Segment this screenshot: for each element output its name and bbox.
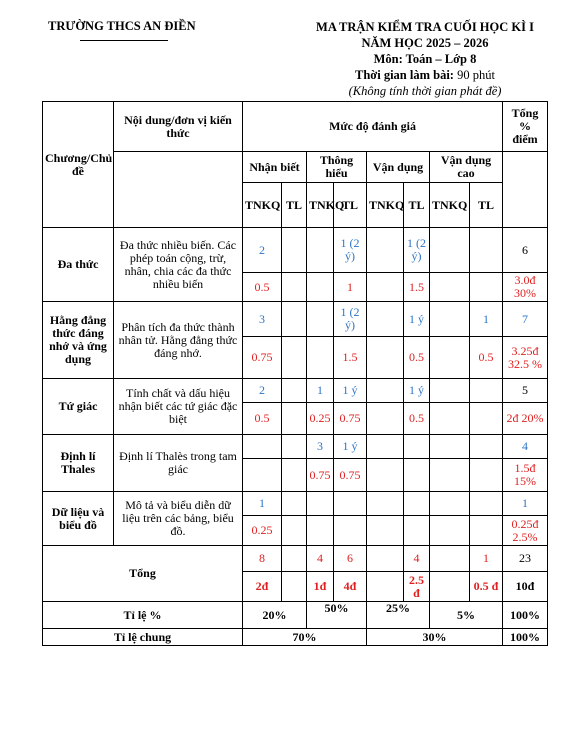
cell-total-count: 6 — [503, 228, 548, 273]
row-chapter: Dữ liệu và biểu đồ — [43, 492, 114, 546]
cell-score: 0.75 — [334, 403, 367, 435]
header-level: Mức độ đánh giá — [243, 102, 503, 152]
cell-score — [470, 273, 503, 302]
cell-count — [367, 302, 404, 337]
ratio-vdc: 5% — [430, 602, 503, 629]
row-content: Đa thức nhiều biến. Các phép toán cộng, trừ, nhân, chia các đa thức nhiều biến — [114, 228, 243, 302]
row-chapter: Đa thức — [43, 228, 114, 302]
cell-score — [282, 403, 307, 435]
cell-score — [430, 337, 470, 379]
cell-count: 1 (2 ý) — [334, 302, 367, 337]
header-level-1: Nhận biết — [243, 152, 307, 183]
cell-count — [404, 435, 430, 459]
ratio-th: 50% — [307, 602, 367, 629]
school-name: TRƯỜNG THCS AN ĐIỀN — [48, 19, 196, 33]
sub-tnkq: TNKQ — [307, 183, 334, 228]
header-total: Tổng % điểm — [503, 102, 548, 152]
total-count: 4 — [307, 546, 334, 572]
cell-count — [367, 228, 404, 273]
cell-count: 2 — [243, 228, 282, 273]
cell-count — [367, 492, 404, 516]
cell-score — [470, 459, 503, 492]
sub-tnkq: TNKQ — [243, 183, 282, 228]
cell-count — [282, 492, 307, 516]
total-count: 8 — [243, 546, 282, 572]
total-count: 1 — [470, 546, 503, 572]
cell-total-score: 2đ 20% — [503, 403, 548, 435]
row-content: Phân tích đa thức thành nhân tử. Hằng đẳng thức đáng nhớ. — [114, 302, 243, 379]
assessment-matrix — [42, 101, 548, 646]
cell-score — [470, 516, 503, 546]
common-b: 30% — [367, 629, 503, 646]
cell-score: 0.5 — [243, 273, 282, 302]
cell-score — [307, 516, 334, 546]
cell-count — [470, 435, 503, 459]
cell-total-count: 1 — [503, 492, 548, 516]
cell-total-count: 4 — [503, 435, 548, 459]
cell-score: 0.75 — [307, 459, 334, 492]
empty-cell — [367, 572, 404, 602]
cell-count — [334, 492, 367, 516]
cell-score — [404, 459, 430, 492]
table-row — [43, 228, 548, 273]
header-total-blank — [503, 152, 548, 228]
header-content: Nội dung/đơn vị kiến thức — [114, 102, 243, 152]
cell-count — [307, 492, 334, 516]
cell-score: 1.5 — [404, 273, 430, 302]
cell-score: 0.75 — [243, 337, 282, 379]
total-score: 2.5 đ — [404, 572, 430, 602]
total-label: Tổng — [43, 546, 243, 602]
doc-title-2: NĂM HỌC 2025 – 2026 — [361, 36, 489, 50]
time-note: (Không tính thời gian phát đề) — [348, 84, 502, 98]
cell-total-count: 5 — [503, 379, 548, 403]
cell-count — [430, 435, 470, 459]
header-content-blank — [114, 152, 243, 228]
table-row — [43, 379, 548, 403]
cell-count — [470, 492, 503, 516]
total-score: 1đ — [307, 572, 334, 602]
total-count-row — [43, 546, 548, 572]
doc-header — [300, 19, 550, 99]
cell-count — [470, 228, 503, 273]
cell-count — [282, 379, 307, 403]
cell-total-score: 3.0đ 30% — [503, 273, 548, 302]
table-row — [43, 492, 548, 516]
doc-title-1: MA TRẬN KIỂM TRA CUỐI HỌC KÌ I — [316, 20, 534, 34]
cell-score — [430, 403, 470, 435]
empty-cell — [430, 572, 470, 602]
cell-total-score: 0.25đ 2.5% — [503, 516, 548, 546]
cell-score — [367, 273, 404, 302]
cell-count — [430, 492, 470, 516]
cell-score — [430, 273, 470, 302]
sub-tnkq: TNKQ — [367, 183, 404, 228]
table-row — [43, 302, 548, 337]
cell-count: 1 ý — [404, 302, 430, 337]
cell-score: 0.25 — [243, 516, 282, 546]
time-label: Thời gian làm bài: — [355, 68, 454, 82]
sub-tl: TL — [334, 183, 367, 228]
ratio-total: 100% — [503, 602, 548, 629]
cell-score — [367, 459, 404, 492]
row-chapter: Tứ giác — [43, 379, 114, 435]
grand-total-count: 23 — [503, 546, 548, 572]
school-underline — [80, 40, 168, 41]
cell-count: 1 — [470, 302, 503, 337]
cell-score — [367, 403, 404, 435]
cell-total-count: 7 — [503, 302, 548, 337]
cell-score: 0.5 — [470, 337, 503, 379]
cell-count — [282, 435, 307, 459]
cell-count — [430, 228, 470, 273]
cell-count: 1 (2 ý) — [334, 228, 367, 273]
subject-line: Môn: Toán – Lớp 8 — [373, 52, 477, 66]
cell-count — [282, 302, 307, 337]
cell-count: 1 ý — [334, 379, 367, 403]
cell-count — [307, 228, 334, 273]
common-a: 70% — [243, 629, 367, 646]
cell-count — [367, 435, 404, 459]
cell-score — [282, 516, 307, 546]
ratio-label: Tỉ lệ % — [43, 602, 243, 629]
cell-count: 1 — [243, 492, 282, 516]
cell-count — [282, 228, 307, 273]
sub-tl: TL — [404, 183, 430, 228]
header-level-2: Thông hiểu — [307, 152, 367, 183]
cell-score — [430, 459, 470, 492]
cell-count — [470, 379, 503, 403]
sub-tl: TL — [282, 183, 307, 228]
grand-total-score: 10đ — [503, 572, 548, 602]
cell-total-score: 1.5đ 15% — [503, 459, 548, 492]
header-level-4: Vận dụng cao — [430, 152, 503, 183]
total-score: 4đ — [334, 572, 367, 602]
common-ratio-row — [43, 629, 548, 646]
cell-score — [430, 516, 470, 546]
cell-score: 1.5 — [334, 337, 367, 379]
time-value: 90 phút — [457, 68, 495, 82]
cell-count — [430, 379, 470, 403]
cell-score: 1 — [334, 273, 367, 302]
cell-score — [282, 337, 307, 379]
cell-count — [307, 302, 334, 337]
common-label: Tỉ lệ chung — [43, 629, 243, 646]
row-chapter: Định lí Thales — [43, 435, 114, 492]
cell-count: 1 — [307, 379, 334, 403]
cell-count: 1 ý — [334, 435, 367, 459]
row-content: Tính chất và dấu hiệu nhận biết các tứ giác đặc biệt — [114, 379, 243, 435]
total-score: 0.5 đ — [470, 572, 503, 602]
cell-count — [243, 435, 282, 459]
total-score: 2đ — [243, 572, 282, 602]
cell-count: 2 — [243, 379, 282, 403]
cell-score — [243, 459, 282, 492]
cell-score — [307, 337, 334, 379]
table-row — [43, 435, 548, 459]
cell-score: 0.75 — [334, 459, 367, 492]
cell-count: 3 — [307, 435, 334, 459]
cell-count: 1 ý — [404, 379, 430, 403]
cell-score: 0.25 — [307, 403, 334, 435]
empty-cell — [430, 546, 470, 572]
cell-score: 0.5 — [404, 403, 430, 435]
cell-total-score: 3.25đ 32.5 % — [503, 337, 548, 379]
total-count: 4 — [404, 546, 430, 572]
cell-count — [430, 302, 470, 337]
cell-count: 3 — [243, 302, 282, 337]
cell-count — [404, 492, 430, 516]
ratio-vd: 25% — [367, 602, 430, 629]
cell-score — [367, 516, 404, 546]
cell-score — [282, 459, 307, 492]
time-line — [300, 67, 550, 83]
row-content: Định lí Thalès trong tam giác — [114, 435, 243, 492]
empty-cell — [282, 572, 307, 602]
cell-score — [367, 337, 404, 379]
total-count: 6 — [334, 546, 367, 572]
cell-score — [282, 273, 307, 302]
empty-cell — [282, 546, 307, 572]
header-chapter: Chương/Chủ đề — [43, 102, 114, 228]
header-level-3: Vận dụng — [367, 152, 430, 183]
cell-count — [367, 379, 404, 403]
empty-cell — [367, 546, 404, 572]
cell-score: 0.5 — [404, 337, 430, 379]
cell-score: 0.5 — [243, 403, 282, 435]
ratio-row — [43, 602, 548, 629]
cell-score — [334, 516, 367, 546]
ratio-nb: 20% — [243, 602, 307, 629]
cell-score — [404, 516, 430, 546]
row-chapter: Hằng đẳng thức đáng nhớ và ứng dụng — [43, 302, 114, 379]
sub-tnkq: TNKQ — [430, 183, 470, 228]
sub-tl: TL — [470, 183, 503, 228]
cell-score — [307, 273, 334, 302]
common-total: 100% — [503, 629, 548, 646]
row-content: Mô tả và biểu diễn dữ liệu trên các bảng, biểu đồ. — [114, 492, 243, 546]
cell-score — [470, 403, 503, 435]
cell-count: 1 (2 ý) — [404, 228, 430, 273]
